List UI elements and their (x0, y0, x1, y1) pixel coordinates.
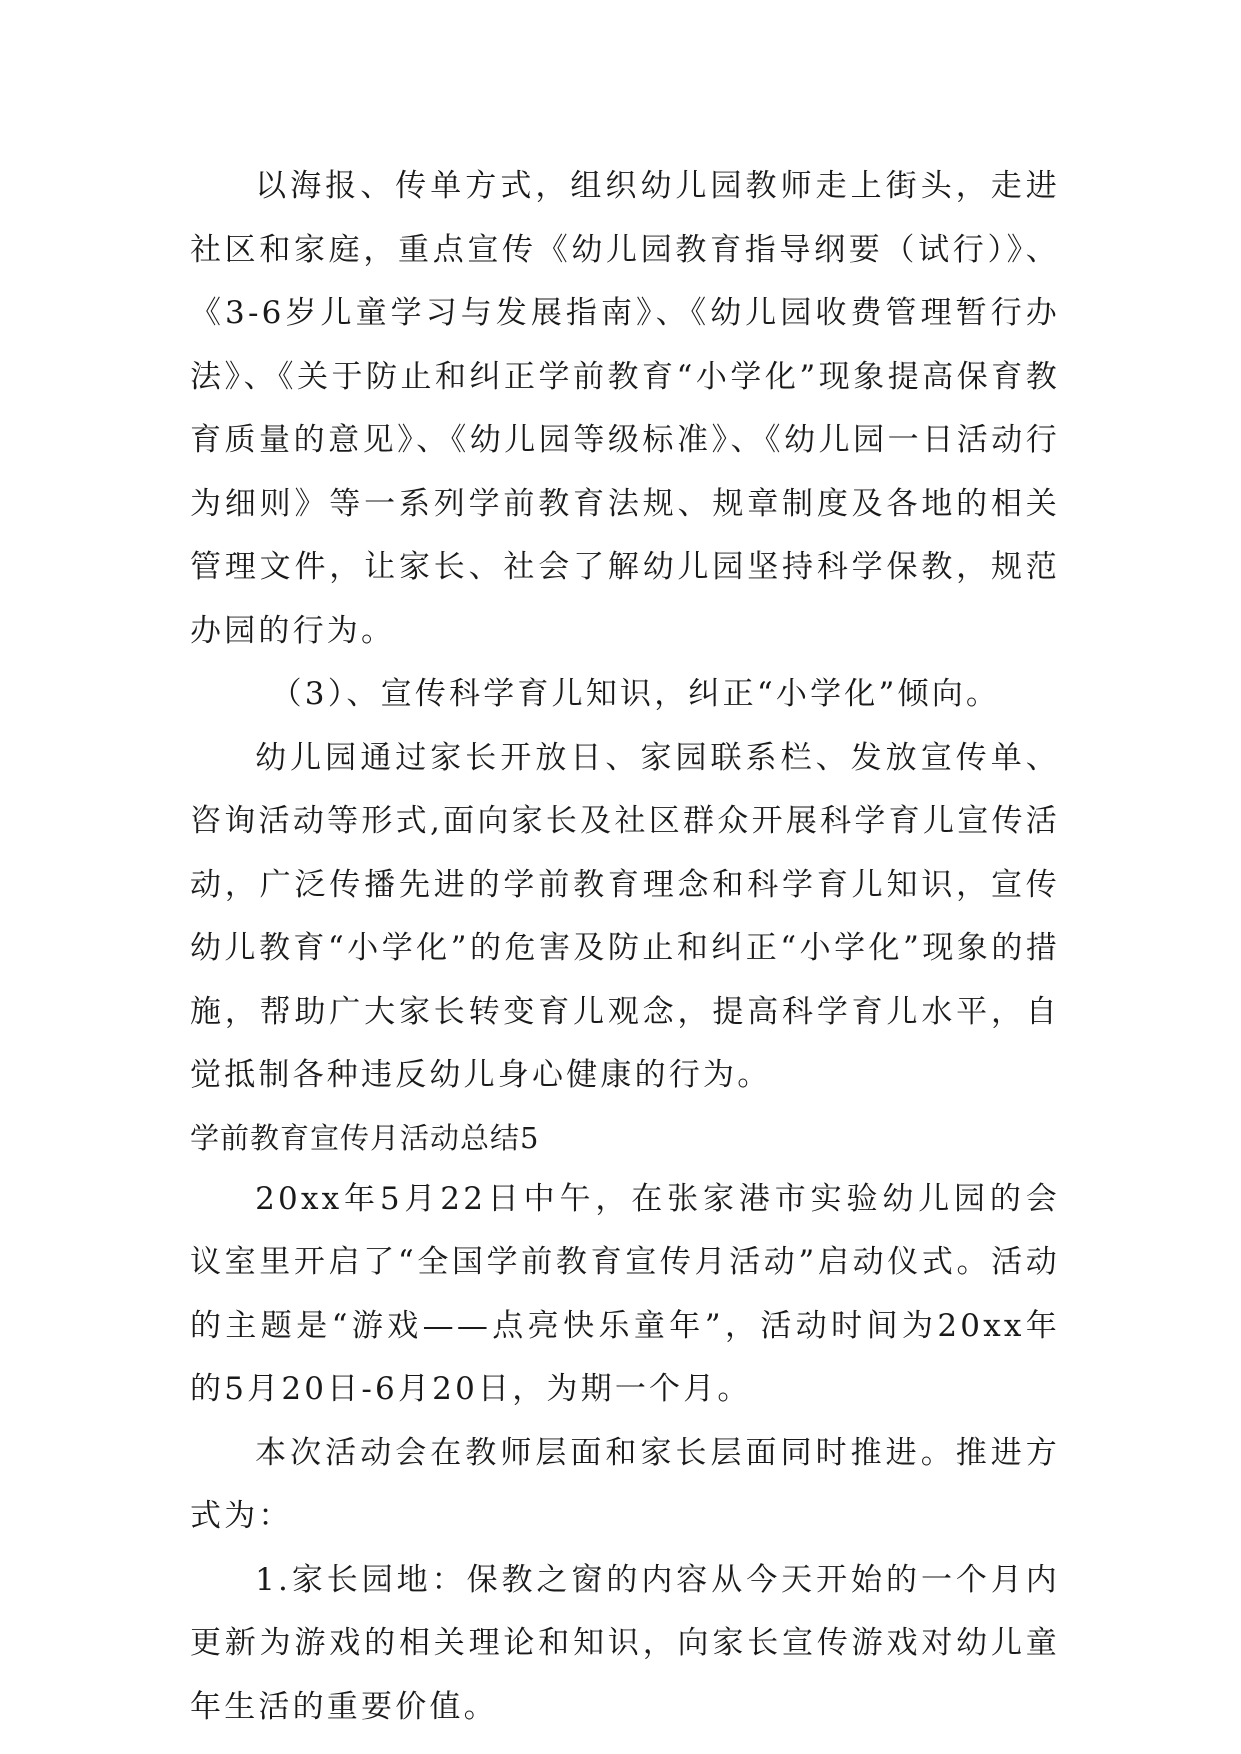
paragraph-parent-garden: 1.家长园地：保教之窗的内容从今天开始的一个月内更新为游戏的相关理论和知识，向家长宣传游戏对幼儿童年生活的重要价值。 (190, 1561, 1060, 1725)
paragraph-parenting-knowledge: 幼儿园通过家长开放日、家园联系栏、发放宣传单、咨询活动等形式,面向家长及社区群众开展科学育儿宣传活动，广泛传播先进的学前教育理念和科学育儿知识，宣传幼儿教育“小学化”的危害及防止和纠正“小学化”现象的措施，帮助广大家长转变育儿观念，提高科学育儿水平，自觉抵制各种违反幼儿身心健康的行为。 (190, 739, 1060, 1093)
document-body (190, 155, 1060, 1739)
paragraph-publicity-methods: 以海报、传单方式，组织幼儿园教师走上街头，走进社区和家庭，重点宣传《幼儿园教育指导纲要（试行）》、《3-6岁儿童学习与发展指南》、《幼儿园收费管理暂行办法》、《关于防止和纠正学前教育“小学化”现象提高保育教育质量的意见》、《幼儿园等级标准》、《幼儿园一日活动行为细则》等一系列学前教育法规、规章制度及各地的相关管理文件，让家长、社会了解幼儿园坚持科学保教，规范办园的行为。 (190, 168, 1060, 649)
paragraph-launch-ceremony: 20xx年5月22日中午，在张家港市实验幼儿园的会议室里开启了“全国学前教育宣传月活动”启动仪式。活动的主题是“游戏——点亮快乐童年”，活动时间为20xx年的5月20日-6月20日，为期一个月。 (190, 1180, 1060, 1407)
section-heading-summary-5: 学前教育宣传月活动总结5 (190, 1120, 540, 1155)
paragraph-section-3-title: （3）、宣传科学育儿知识，纠正“小学化”倾向。 (270, 676, 1001, 712)
paragraph-promotion-approach: 本次活动会在教师层面和家长层面同时推进。推进方式为： (190, 1434, 1060, 1534)
